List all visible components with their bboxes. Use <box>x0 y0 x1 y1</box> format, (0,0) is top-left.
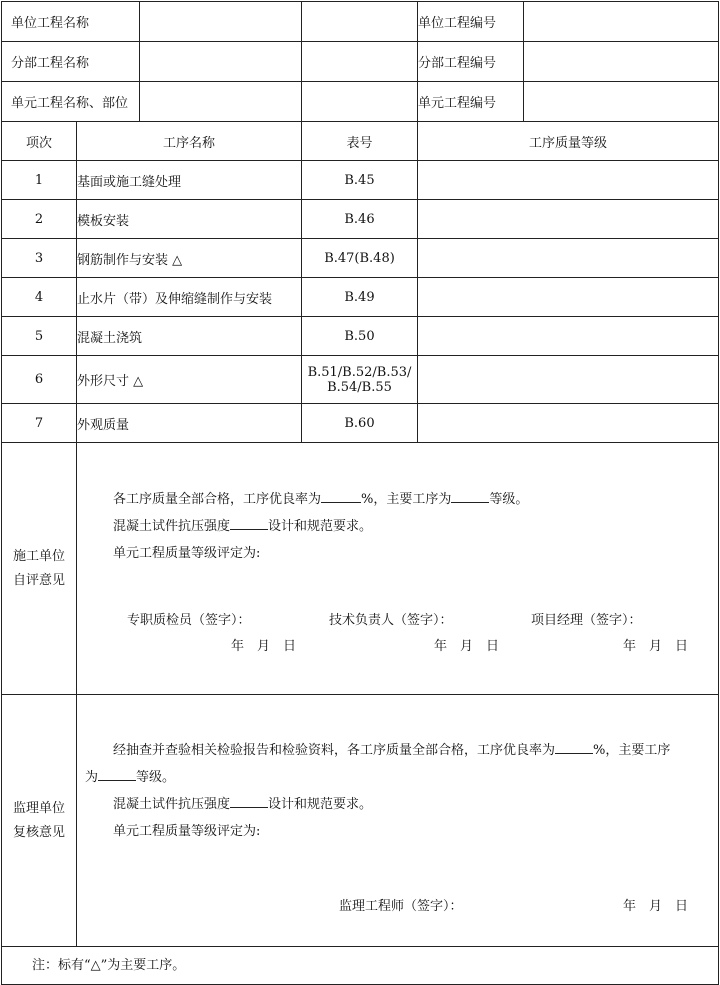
form-code-line: B.51/B.52/B.53/ <box>307 364 412 380</box>
supervision-label-line: 复核意见 <box>12 824 65 840</box>
supervision-text: 经抽查并查验相关检验报告和检验资料，各工序质量全部合格，工序优良率为 <box>113 743 556 758</box>
engineer-signature-label: 监理工程师（签字）： <box>339 899 463 914</box>
table-row <box>2 200 719 239</box>
process-name: 钢筋制作与安装 △ <box>77 239 302 278</box>
branch-project-row <box>2 42 719 82</box>
branch-project-name-field[interactable] <box>139 42 301 81</box>
pm-signature-label: 项目经理（签字）： <box>531 613 642 628</box>
quality-grade-field[interactable] <box>418 239 719 278</box>
supervision-strength-blank[interactable] <box>230 793 268 808</box>
unit-work-no-label: 单元工程编号 <box>418 82 524 122</box>
supervision-label-line: 监理单位 <box>12 800 65 816</box>
construction-label <box>2 443 77 695</box>
supervision-grade-blank[interactable] <box>98 766 136 781</box>
row-index: 6 <box>2 356 77 404</box>
supervision-signature <box>77 895 718 921</box>
unit-work-no-field[interactable] <box>524 82 719 122</box>
pm-date: 年 月 日 <box>623 639 689 654</box>
process-name: 模板安装 <box>77 200 302 239</box>
table-row <box>2 278 719 317</box>
table-row <box>2 317 719 356</box>
table-row <box>2 404 719 443</box>
branch-project-no-field[interactable] <box>524 42 719 82</box>
table-row <box>2 161 719 200</box>
unit-project-no-field[interactable] <box>524 2 719 42</box>
branch-project-no-label: 分部工程编号 <box>418 42 524 82</box>
supervision-text: 设计和规范要求。 <box>268 797 373 812</box>
form-code: B.49 <box>302 278 418 317</box>
process-name: 基面或施工缝处理 <box>77 161 302 200</box>
unit-project-row <box>2 2 719 42</box>
construction-section <box>2 443 719 695</box>
supervision-grade-line: 单元工程质量等级评定为: <box>113 824 261 839</box>
form-code: B.50 <box>302 317 418 356</box>
engineer-date: 年 月 日 <box>623 899 689 914</box>
unit-work-name-field-ext[interactable] <box>302 82 418 122</box>
process-name: 外形尺寸 △ <box>77 356 302 404</box>
column-header-row <box>2 122 719 161</box>
row-index: 3 <box>2 239 77 278</box>
row-index: 7 <box>2 404 77 443</box>
quality-grade-field[interactable] <box>418 404 719 443</box>
form-code: B.46 <box>302 200 418 239</box>
table-row <box>2 239 719 278</box>
process-name: 止水片（带）及伸缩缝制作与安装 <box>77 278 302 317</box>
unit-work-name-label: 单元工程名称、部位 <box>11 96 129 111</box>
form-code <box>302 356 418 404</box>
construction-text: 等级。 <box>489 492 529 507</box>
col-quality-grade-header: 工序质量等级 <box>418 122 719 161</box>
form-code: B.45 <box>302 161 418 200</box>
supervision-rate-blank[interactable] <box>555 739 593 754</box>
quality-grade-field[interactable] <box>418 200 719 239</box>
note-row <box>2 947 719 985</box>
col-index-header: 项次 <box>2 122 77 161</box>
excellent-rate-blank[interactable] <box>321 488 361 503</box>
row-index: 4 <box>2 278 77 317</box>
row-index: 2 <box>2 200 77 239</box>
tech-lead-date: 年 月 日 <box>434 639 500 654</box>
quality-grade-field[interactable] <box>418 161 719 200</box>
col-form-no-header: 表号 <box>302 122 418 161</box>
construction-label-line: 施工单位 <box>12 548 65 564</box>
inspector-signature-label: 专职质检员（签字）： <box>127 613 251 628</box>
main-process-grade-blank[interactable] <box>451 488 489 503</box>
supervision-label <box>2 695 77 947</box>
construction-dates <box>77 635 718 661</box>
form-table <box>1 1 719 985</box>
row-index: 5 <box>2 317 77 356</box>
footnote: 注：标有“△”为主要工序。 <box>32 957 186 973</box>
form-code: B.60 <box>302 404 418 443</box>
quality-grade-field[interactable] <box>418 278 719 317</box>
quality-grade-field[interactable] <box>418 356 719 404</box>
construction-text: 各工序质量全部合格，工序优良率为 <box>113 492 322 507</box>
construction-label-line: 自评意见 <box>12 572 65 588</box>
unit-work-name-field[interactable] <box>139 82 301 121</box>
construction-text: 设计和规范要求。 <box>268 519 373 534</box>
process-name: 混凝土浇筑 <box>77 317 302 356</box>
supervision-text: %，主要工序 <box>593 743 671 758</box>
construction-opinion <box>77 443 719 695</box>
strength-blank[interactable] <box>230 515 268 530</box>
col-process-name-header: 工序名称 <box>77 122 302 161</box>
unit-project-name-field-ext[interactable] <box>302 2 418 42</box>
construction-text: %，主要工序为 <box>361 492 452 507</box>
construction-grade-line: 单元工程质量等级评定为: <box>113 546 261 561</box>
unit-project-name-field[interactable] <box>139 2 301 41</box>
supervision-text: 为 <box>85 770 99 785</box>
tech-lead-signature-label: 技术负责人（签字）： <box>329 613 453 628</box>
form-code-line: B.54/B.55 <box>327 379 392 395</box>
branch-project-name-field-ext[interactable] <box>302 42 418 82</box>
branch-project-name-label: 分部工程名称 <box>11 56 90 71</box>
construction-text: 混凝土试件抗压强度 <box>113 519 231 534</box>
process-name: 外观质量 <box>77 404 302 443</box>
row-index: 1 <box>2 161 77 200</box>
supervision-opinion <box>77 695 719 947</box>
construction-signatures <box>77 609 718 635</box>
unit-work-row <box>2 82 719 122</box>
supervision-text: 混凝土试件抗压强度 <box>113 797 231 812</box>
inspector-date: 年 月 日 <box>231 639 297 654</box>
table-row <box>2 356 719 404</box>
form-code: B.47(B.48) <box>302 239 418 278</box>
unit-project-no-label: 单位工程编号 <box>418 2 524 42</box>
quality-grade-field[interactable] <box>418 317 719 356</box>
unit-project-name-label: 单位工程名称 <box>11 16 90 31</box>
supervision-text: 等级。 <box>136 770 176 785</box>
supervision-section <box>2 695 719 947</box>
